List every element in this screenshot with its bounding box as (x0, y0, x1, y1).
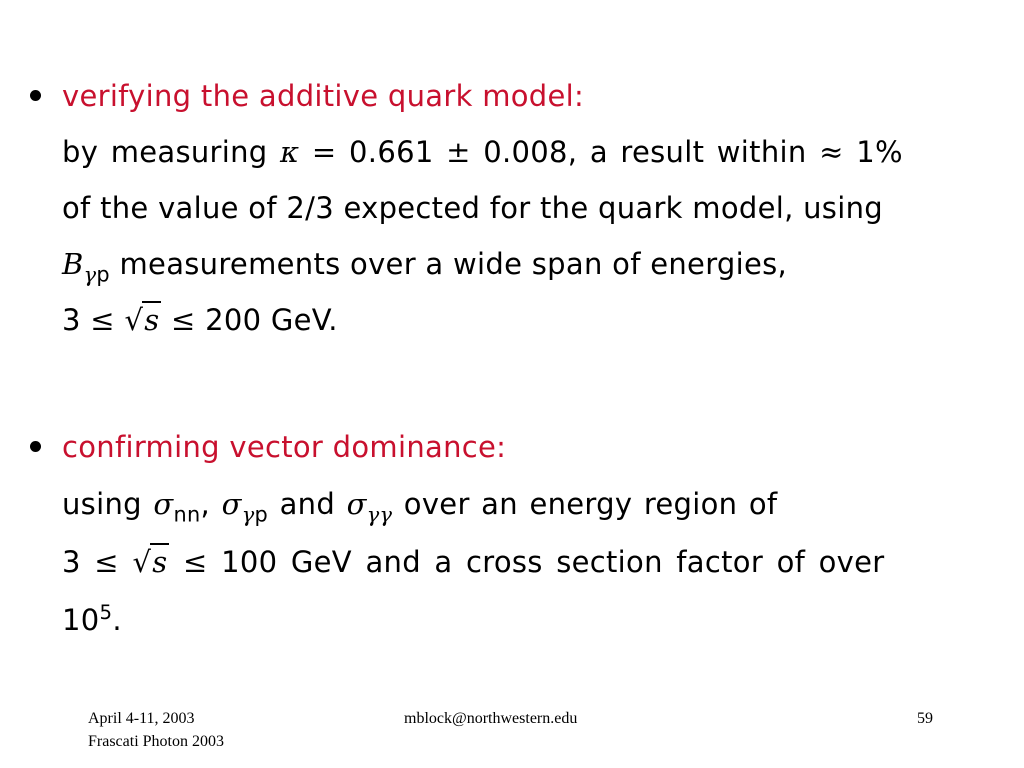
footer-email: mblock@northwestern.edu (404, 710, 578, 727)
heading-text: verifying the additive quark model: (62, 79, 585, 113)
s-symbol: s (144, 303, 160, 337)
ten: 10 (62, 603, 100, 637)
gamma-p-subscript (242, 502, 268, 526)
sqrt-symbol: √ (132, 545, 152, 579)
heading-additive-quark-model (62, 78, 584, 114)
page-number: 59 (917, 710, 933, 727)
factor-line (62, 602, 122, 638)
bullet-2 (30, 441, 41, 452)
kappa-error: 0.008 (483, 135, 568, 169)
quark-model-line (62, 190, 883, 226)
sqrt-symbol: √ (124, 303, 144, 337)
le-sign: ≤ (90, 303, 115, 337)
range-high: 200 (205, 303, 262, 337)
footer-date: April 4-11, 2003 (88, 710, 195, 727)
text: by measuring (62, 135, 268, 169)
gamma-symbol: γ (83, 262, 97, 287)
plus-minus-sign: ± (446, 135, 471, 169)
p-subscript: p (96, 262, 110, 287)
range-low: 3 (62, 303, 81, 337)
percent-value: 1% (856, 135, 903, 169)
range-high: 100 (221, 545, 278, 579)
range-low: 3 (62, 545, 81, 579)
gamma-gamma-subscript: γγ (366, 502, 393, 527)
energy-range-line-2 (62, 544, 885, 580)
kappa-symbol: κ (280, 135, 300, 169)
le-sign: ≤ (170, 303, 196, 337)
sigma-symbol: σ (346, 487, 367, 521)
bullet-1 (30, 90, 41, 101)
energy-range-line-1 (62, 302, 338, 338)
unit: GeV. (270, 303, 338, 337)
sigma-line (62, 486, 778, 527)
text: , a result within (567, 135, 807, 169)
text: using (62, 487, 142, 521)
exponent: 5 (99, 601, 113, 625)
approx-sign: ≈ (819, 135, 844, 169)
heading-vector-dominance (62, 429, 506, 465)
b-symbol: B (62, 247, 84, 281)
text: of the value of 2/3 expected for the quark model, using (62, 191, 883, 225)
text: and (279, 487, 336, 521)
sigma-symbol: σ (153, 487, 174, 521)
equals-sign: = (311, 135, 337, 169)
p-subscript: p (254, 502, 269, 527)
le-sign: ≤ (182, 545, 208, 579)
kappa-line (62, 134, 903, 170)
kappa-value: 0.661 (349, 135, 434, 169)
sqrt-s (124, 302, 161, 338)
comma: , (200, 487, 211, 521)
nn-subscript: nn (173, 502, 201, 527)
text: over an energy region of (403, 487, 778, 521)
s-symbol: s (152, 545, 168, 579)
text: measurements over a wide span of energies, (119, 247, 788, 281)
text: GeV and a cross section factor of over (290, 545, 885, 579)
gamma-symbol: γ (241, 502, 255, 527)
b-subscript (84, 262, 110, 286)
heading-text: confirming vector dominance: (62, 430, 507, 464)
le-sign: ≤ (94, 545, 119, 579)
b-gamma-p-line (62, 246, 788, 287)
sigma-symbol: σ (221, 487, 242, 521)
footer-conference: Frascati Photon 2003 (88, 733, 224, 750)
period: . (112, 603, 122, 637)
sqrt-s (132, 544, 169, 580)
